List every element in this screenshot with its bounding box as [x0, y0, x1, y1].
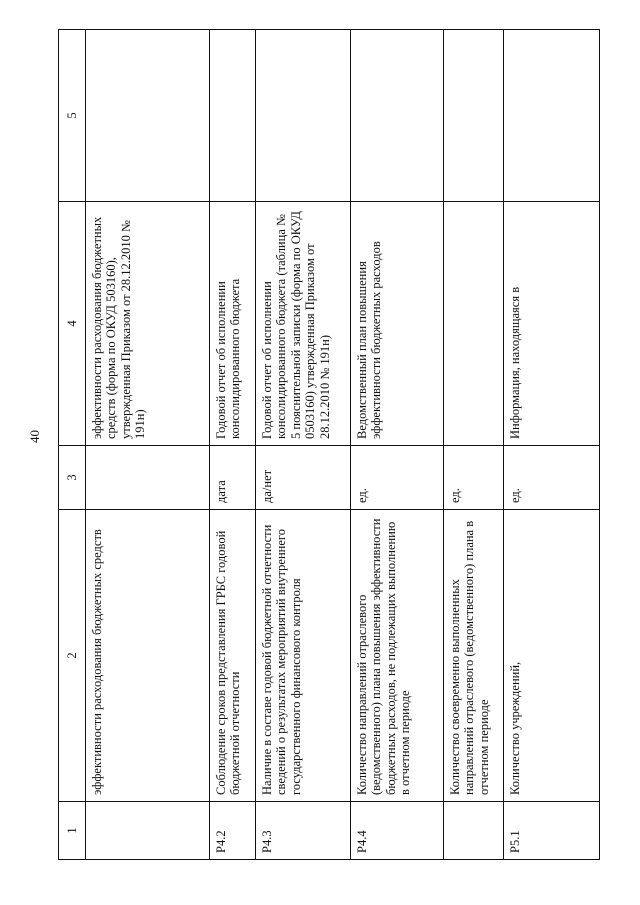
row-source: Годовой отчет об исполнении консолидированного бюджета (таблица № 5 пояснительной записки (форма по ОКУД 0503160) утвержденная Приказом от 28.12.2010 № 191н): [256, 202, 351, 446]
row-unit: ед.: [351, 446, 444, 510]
row-note: [351, 30, 444, 202]
row-code: P5.1: [504, 802, 600, 860]
row-indicator: Количество направлений отраслевого (ведомственного) плана повышения эффективности бюджетных расходов, не подлежащих выполнению в отчетном периоде: [351, 510, 444, 802]
table-row: [210, 30, 256, 860]
column-header-2: 2: [59, 510, 86, 802]
table-header-row: [59, 30, 86, 860]
row-source: эффективности расходования бюджетных средств (форма по ОКУД 503160), утвержденная Приказом от 28.12.2010 № 191н): [86, 202, 210, 446]
column-header-3: 3: [59, 446, 86, 510]
row-indicator: Количество своевременно выполненных направлений отраслевого (ведомственного) плана в отчетном периоде: [444, 510, 504, 802]
row-code: [444, 802, 504, 860]
row-unit: ед.: [504, 446, 600, 510]
row-note: [256, 30, 351, 202]
row-unit: ед.: [444, 446, 504, 510]
row-indicator: эффективности расходования бюджетных средств: [86, 510, 210, 802]
row-code: P4.3: [256, 802, 351, 860]
row-note: [210, 30, 256, 202]
table-row: [351, 30, 444, 860]
row-code: P4.4: [351, 802, 444, 860]
row-indicator: Наличие в составе годовой бюджетной отчетности сведений о результатах мероприятий внутреннего государственного финансового контроля: [256, 510, 351, 802]
indicators-table-wrapper: [58, 30, 598, 860]
row-source: Ведомственный план повышения эффективности бюджетных расходов: [351, 202, 444, 446]
table-row: [444, 30, 504, 860]
row-code: [86, 802, 210, 860]
row-source: Годовой отчет об исполнении консолидированного бюджета: [210, 202, 256, 446]
row-indicator: Количество учреждений,: [504, 510, 600, 802]
row-unit: дата: [210, 446, 256, 510]
column-header-1: 1: [59, 802, 86, 860]
indicators-table: [58, 29, 600, 860]
row-unit: [86, 446, 210, 510]
row-source: [444, 202, 504, 446]
row-note: [444, 30, 504, 202]
row-note: [86, 30, 210, 202]
row-code: P4.2: [210, 802, 256, 860]
row-note: [504, 30, 600, 202]
column-header-5: 5: [59, 30, 86, 202]
table-row: [86, 30, 210, 860]
row-unit: да/нет: [256, 446, 351, 510]
table-row: [256, 30, 351, 860]
page-number: 40: [27, 430, 42, 443]
row-source: Информация, находящаяся в: [504, 202, 600, 446]
column-header-4: 4: [59, 202, 86, 446]
row-indicator: Соблюдение сроков представления ГРБС годовой бюджетной отчетности: [210, 510, 256, 802]
table-row: [504, 30, 600, 860]
